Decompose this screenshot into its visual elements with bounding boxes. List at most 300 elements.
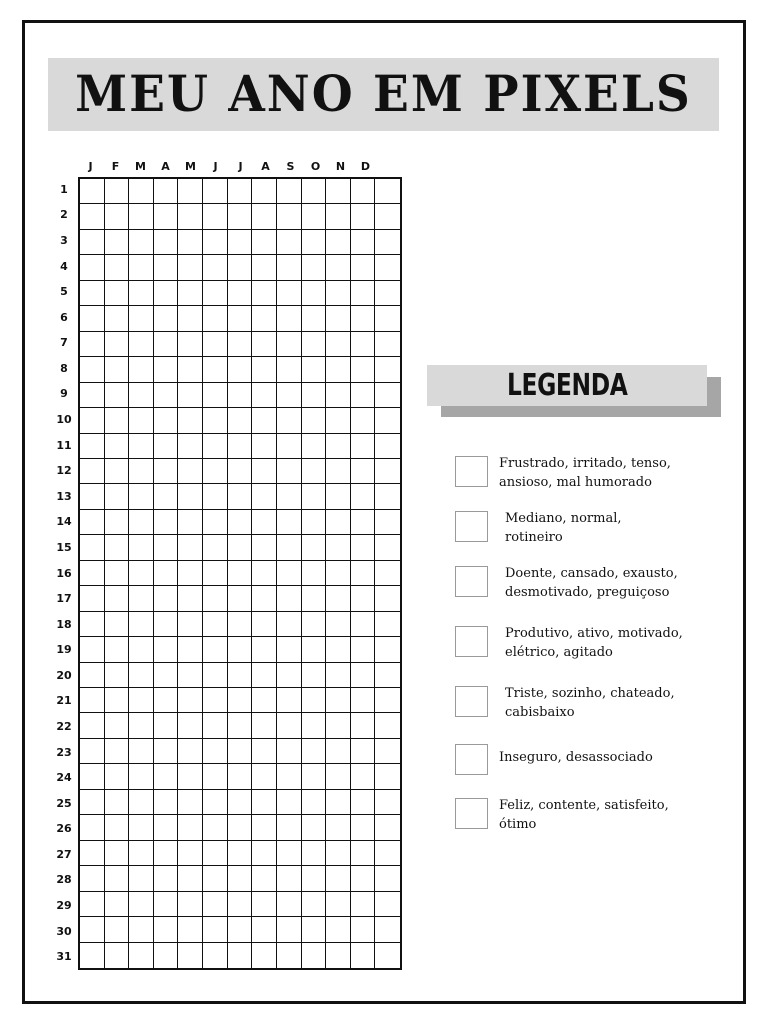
grid-cell[interactable]: [302, 230, 327, 255]
grid-cell[interactable]: [326, 790, 351, 815]
grid-cell[interactable]: [351, 637, 376, 662]
grid-cell[interactable]: [105, 917, 130, 942]
grid-cell[interactable]: [252, 841, 277, 866]
grid-cell[interactable]: [178, 434, 203, 459]
grid-cell[interactable]: [105, 434, 130, 459]
grid-cell[interactable]: [178, 179, 203, 204]
grid-cell[interactable]: [302, 688, 327, 713]
grid-cell[interactable]: [105, 866, 130, 891]
grid-cell[interactable]: [105, 739, 130, 764]
grid-cell[interactable]: [375, 764, 400, 789]
grid-cell[interactable]: [129, 815, 154, 840]
grid-cell[interactable]: [252, 713, 277, 738]
grid-cell[interactable]: [178, 943, 203, 968]
grid-cell[interactable]: [252, 586, 277, 611]
grid-cell[interactable]: [228, 408, 253, 433]
grid-cell[interactable]: [154, 459, 179, 484]
grid-cell[interactable]: [154, 281, 179, 306]
grid-cell[interactable]: [154, 943, 179, 968]
grid-cell[interactable]: [178, 281, 203, 306]
grid-cell[interactable]: [154, 663, 179, 688]
grid-cell[interactable]: [252, 408, 277, 433]
grid-cell[interactable]: [178, 383, 203, 408]
grid-cell[interactable]: [302, 484, 327, 509]
grid-cell[interactable]: [203, 306, 228, 331]
grid-cell[interactable]: [80, 892, 105, 917]
grid-cell[interactable]: [375, 179, 400, 204]
grid-cell[interactable]: [228, 815, 253, 840]
color-swatch[interactable]: [455, 511, 488, 542]
grid-cell[interactable]: [178, 663, 203, 688]
grid-cell[interactable]: [375, 255, 400, 280]
grid-cell[interactable]: [129, 866, 154, 891]
grid-cell[interactable]: [351, 586, 376, 611]
grid-cell[interactable]: [277, 586, 302, 611]
grid-cell[interactable]: [326, 892, 351, 917]
grid-cell[interactable]: [302, 332, 327, 357]
grid-cell[interactable]: [203, 434, 228, 459]
grid-cell[interactable]: [228, 764, 253, 789]
grid-cell[interactable]: [178, 535, 203, 560]
grid-cell[interactable]: [178, 586, 203, 611]
grid-cell[interactable]: [80, 383, 105, 408]
grid-cell[interactable]: [351, 306, 376, 331]
grid-cell[interactable]: [80, 663, 105, 688]
grid-cell[interactable]: [277, 383, 302, 408]
grid-cell[interactable]: [252, 179, 277, 204]
grid-cell[interactable]: [326, 561, 351, 586]
grid-cell[interactable]: [302, 255, 327, 280]
grid-cell[interactable]: [203, 535, 228, 560]
grid-cell[interactable]: [228, 510, 253, 535]
grid-cell[interactable]: [228, 383, 253, 408]
grid-cell[interactable]: [178, 841, 203, 866]
grid-cell[interactable]: [277, 332, 302, 357]
grid-cell[interactable]: [203, 484, 228, 509]
grid-cell[interactable]: [228, 866, 253, 891]
grid-cell[interactable]: [375, 535, 400, 560]
grid-cell[interactable]: [105, 332, 130, 357]
grid-cell[interactable]: [252, 943, 277, 968]
grid-cell[interactable]: [154, 383, 179, 408]
grid-cell[interactable]: [277, 179, 302, 204]
grid-cell[interactable]: [80, 510, 105, 535]
grid-cell[interactable]: [228, 917, 253, 942]
grid-cell[interactable]: [252, 281, 277, 306]
grid-cell[interactable]: [375, 815, 400, 840]
grid-cell[interactable]: [203, 204, 228, 229]
grid-cell[interactable]: [178, 561, 203, 586]
grid-cell[interactable]: [80, 281, 105, 306]
grid-cell[interactable]: [326, 917, 351, 942]
grid-cell[interactable]: [351, 484, 376, 509]
grid-cell[interactable]: [302, 663, 327, 688]
grid-cell[interactable]: [80, 637, 105, 662]
grid-cell[interactable]: [178, 688, 203, 713]
grid-cell[interactable]: [129, 332, 154, 357]
grid-cell[interactable]: [302, 510, 327, 535]
grid-cell[interactable]: [326, 230, 351, 255]
grid-cell[interactable]: [252, 637, 277, 662]
grid-cell[interactable]: [154, 586, 179, 611]
grid-cell[interactable]: [228, 637, 253, 662]
grid-cell[interactable]: [203, 459, 228, 484]
grid-cell[interactable]: [302, 739, 327, 764]
grid-cell[interactable]: [228, 230, 253, 255]
grid-cell[interactable]: [154, 230, 179, 255]
grid-cell[interactable]: [80, 535, 105, 560]
grid-cell[interactable]: [178, 510, 203, 535]
grid-cell[interactable]: [277, 637, 302, 662]
color-swatch[interactable]: [455, 744, 488, 775]
grid-cell[interactable]: [302, 306, 327, 331]
grid-cell[interactable]: [105, 586, 130, 611]
grid-cell[interactable]: [252, 357, 277, 382]
grid-cell[interactable]: [302, 434, 327, 459]
grid-cell[interactable]: [375, 408, 400, 433]
grid-cell[interactable]: [178, 255, 203, 280]
grid-cell[interactable]: [80, 739, 105, 764]
grid-cell[interactable]: [154, 790, 179, 815]
grid-cell[interactable]: [178, 790, 203, 815]
grid-cell[interactable]: [178, 815, 203, 840]
grid-cell[interactable]: [228, 204, 253, 229]
grid-cell[interactable]: [326, 943, 351, 968]
grid-cell[interactable]: [105, 281, 130, 306]
grid-cell[interactable]: [80, 255, 105, 280]
grid-cell[interactable]: [302, 408, 327, 433]
grid-cell[interactable]: [252, 917, 277, 942]
grid-cell[interactable]: [228, 255, 253, 280]
grid-cell[interactable]: [351, 459, 376, 484]
grid-cell[interactable]: [326, 586, 351, 611]
grid-cell[interactable]: [203, 510, 228, 535]
grid-cell[interactable]: [302, 815, 327, 840]
grid-cell[interactable]: [252, 688, 277, 713]
grid-cell[interactable]: [252, 739, 277, 764]
grid-cell[interactable]: [326, 434, 351, 459]
grid-cell[interactable]: [105, 790, 130, 815]
grid-cell[interactable]: [375, 561, 400, 586]
grid-cell[interactable]: [351, 892, 376, 917]
grid-cell[interactable]: [203, 179, 228, 204]
grid-cell[interactable]: [326, 841, 351, 866]
grid-cell[interactable]: [105, 459, 130, 484]
grid-cell[interactable]: [203, 815, 228, 840]
grid-cell[interactable]: [375, 204, 400, 229]
grid-cell[interactable]: [80, 943, 105, 968]
grid-cell[interactable]: [351, 713, 376, 738]
grid-cell[interactable]: [105, 357, 130, 382]
grid-cell[interactable]: [252, 561, 277, 586]
grid-cell[interactable]: [203, 357, 228, 382]
grid-cell[interactable]: [302, 917, 327, 942]
grid-cell[interactable]: [203, 892, 228, 917]
grid-cell[interactable]: [80, 841, 105, 866]
grid-cell[interactable]: [351, 255, 376, 280]
grid-cell[interactable]: [302, 943, 327, 968]
grid-cell[interactable]: [105, 179, 130, 204]
grid-cell[interactable]: [203, 561, 228, 586]
grid-cell[interactable]: [178, 637, 203, 662]
grid-cell[interactable]: [277, 459, 302, 484]
grid-cell[interactable]: [375, 281, 400, 306]
grid-cell[interactable]: [351, 739, 376, 764]
grid-cell[interactable]: [129, 663, 154, 688]
grid-cell[interactable]: [178, 739, 203, 764]
grid-cell[interactable]: [277, 561, 302, 586]
grid-cell[interactable]: [277, 230, 302, 255]
grid-cell[interactable]: [252, 306, 277, 331]
grid-cell[interactable]: [252, 612, 277, 637]
color-swatch[interactable]: [455, 686, 488, 717]
grid-cell[interactable]: [228, 357, 253, 382]
grid-cell[interactable]: [302, 790, 327, 815]
grid-cell[interactable]: [80, 179, 105, 204]
grid-cell[interactable]: [302, 637, 327, 662]
grid-cell[interactable]: [203, 841, 228, 866]
grid-cell[interactable]: [105, 841, 130, 866]
grid-cell[interactable]: [351, 612, 376, 637]
grid-cell[interactable]: [105, 713, 130, 738]
grid-cell[interactable]: [326, 459, 351, 484]
grid-cell[interactable]: [351, 866, 376, 891]
grid-cell[interactable]: [129, 281, 154, 306]
grid-cell[interactable]: [302, 612, 327, 637]
grid-cell[interactable]: [326, 510, 351, 535]
grid-cell[interactable]: [351, 332, 376, 357]
grid-cell[interactable]: [105, 943, 130, 968]
grid-cell[interactable]: [302, 383, 327, 408]
grid-cell[interactable]: [178, 408, 203, 433]
grid-cell[interactable]: [154, 306, 179, 331]
grid-cell[interactable]: [277, 281, 302, 306]
grid-cell[interactable]: [228, 688, 253, 713]
grid-cell[interactable]: [326, 255, 351, 280]
grid-cell[interactable]: [302, 713, 327, 738]
grid-cell[interactable]: [178, 357, 203, 382]
grid-cell[interactable]: [302, 204, 327, 229]
grid-cell[interactable]: [351, 535, 376, 560]
grid-cell[interactable]: [351, 561, 376, 586]
grid-cell[interactable]: [203, 332, 228, 357]
grid-cell[interactable]: [326, 408, 351, 433]
grid-cell[interactable]: [375, 484, 400, 509]
grid-cell[interactable]: [154, 510, 179, 535]
grid-cell[interactable]: [252, 459, 277, 484]
grid-cell[interactable]: [154, 535, 179, 560]
grid-cell[interactable]: [203, 943, 228, 968]
grid-cell[interactable]: [203, 739, 228, 764]
grid-cell[interactable]: [326, 688, 351, 713]
grid-cell[interactable]: [277, 434, 302, 459]
grid-cell[interactable]: [252, 383, 277, 408]
grid-cell[interactable]: [154, 357, 179, 382]
grid-cell[interactable]: [277, 866, 302, 891]
grid-cell[interactable]: [203, 713, 228, 738]
grid-cell[interactable]: [351, 179, 376, 204]
grid-cell[interactable]: [302, 357, 327, 382]
grid-cell[interactable]: [302, 561, 327, 586]
grid-cell[interactable]: [375, 586, 400, 611]
grid-cell[interactable]: [129, 408, 154, 433]
grid-cell[interactable]: [277, 841, 302, 866]
grid-cell[interactable]: [302, 586, 327, 611]
grid-cell[interactable]: [105, 383, 130, 408]
grid-cell[interactable]: [277, 943, 302, 968]
grid-cell[interactable]: [375, 713, 400, 738]
grid-cell[interactable]: [154, 637, 179, 662]
grid-cell[interactable]: [105, 764, 130, 789]
grid-cell[interactable]: [105, 408, 130, 433]
grid-cell[interactable]: [375, 306, 400, 331]
grid-cell[interactable]: [326, 739, 351, 764]
grid-cell[interactable]: [129, 637, 154, 662]
grid-cell[interactable]: [80, 306, 105, 331]
grid-cell[interactable]: [154, 204, 179, 229]
grid-cell[interactable]: [203, 408, 228, 433]
grid-cell[interactable]: [252, 484, 277, 509]
grid-cell[interactable]: [129, 586, 154, 611]
grid-cell[interactable]: [252, 790, 277, 815]
grid-cell[interactable]: [129, 917, 154, 942]
grid-cell[interactable]: [375, 357, 400, 382]
grid-cell[interactable]: [105, 535, 130, 560]
grid-cell[interactable]: [80, 484, 105, 509]
grid-cell[interactable]: [203, 281, 228, 306]
grid-cell[interactable]: [129, 841, 154, 866]
grid-cell[interactable]: [80, 764, 105, 789]
grid-cell[interactable]: [154, 739, 179, 764]
grid-cell[interactable]: [252, 866, 277, 891]
grid-cell[interactable]: [228, 739, 253, 764]
grid-cell[interactable]: [154, 408, 179, 433]
grid-cell[interactable]: [228, 612, 253, 637]
grid-cell[interactable]: [277, 688, 302, 713]
grid-cell[interactable]: [228, 484, 253, 509]
grid-cell[interactable]: [178, 484, 203, 509]
grid-cell[interactable]: [375, 230, 400, 255]
grid-cell[interactable]: [375, 612, 400, 637]
grid-cell[interactable]: [375, 892, 400, 917]
grid-cell[interactable]: [129, 612, 154, 637]
grid-cell[interactable]: [80, 612, 105, 637]
grid-cell[interactable]: [203, 790, 228, 815]
grid-cell[interactable]: [203, 866, 228, 891]
grid-cell[interactable]: [178, 306, 203, 331]
grid-cell[interactable]: [178, 612, 203, 637]
grid-cell[interactable]: [326, 663, 351, 688]
grid-cell[interactable]: [228, 535, 253, 560]
grid-cell[interactable]: [228, 332, 253, 357]
grid-cell[interactable]: [252, 892, 277, 917]
grid-cell[interactable]: [129, 484, 154, 509]
color-swatch[interactable]: [455, 798, 488, 829]
grid-cell[interactable]: [326, 764, 351, 789]
grid-cell[interactable]: [228, 281, 253, 306]
grid-cell[interactable]: [277, 663, 302, 688]
grid-cell[interactable]: [105, 688, 130, 713]
grid-cell[interactable]: [375, 917, 400, 942]
grid-cell[interactable]: [351, 663, 376, 688]
grid-cell[interactable]: [129, 383, 154, 408]
grid-cell[interactable]: [277, 535, 302, 560]
grid-cell[interactable]: [326, 612, 351, 637]
grid-cell[interactable]: [326, 484, 351, 509]
grid-cell[interactable]: [375, 434, 400, 459]
grid-cell[interactable]: [129, 739, 154, 764]
grid-cell[interactable]: [351, 281, 376, 306]
grid-cell[interactable]: [178, 713, 203, 738]
grid-cell[interactable]: [252, 230, 277, 255]
grid-cell[interactable]: [203, 637, 228, 662]
grid-cell[interactable]: [302, 764, 327, 789]
grid-cell[interactable]: [129, 943, 154, 968]
grid-cell[interactable]: [228, 713, 253, 738]
grid-cell[interactable]: [351, 510, 376, 535]
grid-cell[interactable]: [203, 663, 228, 688]
grid-cell[interactable]: [154, 764, 179, 789]
grid-cell[interactable]: [375, 790, 400, 815]
grid-cell[interactable]: [326, 815, 351, 840]
grid-cell[interactable]: [80, 586, 105, 611]
grid-cell[interactable]: [351, 204, 376, 229]
grid-cell[interactable]: [375, 688, 400, 713]
grid-cell[interactable]: [105, 230, 130, 255]
grid-cell[interactable]: [129, 357, 154, 382]
grid-cell[interactable]: [326, 204, 351, 229]
grid-cell[interactable]: [105, 892, 130, 917]
grid-cell[interactable]: [154, 841, 179, 866]
grid-cell[interactable]: [302, 281, 327, 306]
grid-cell[interactable]: [351, 790, 376, 815]
grid-cell[interactable]: [252, 255, 277, 280]
grid-cell[interactable]: [129, 561, 154, 586]
grid-cell[interactable]: [326, 357, 351, 382]
grid-cell[interactable]: [129, 790, 154, 815]
grid-cell[interactable]: [203, 230, 228, 255]
grid-cell[interactable]: [203, 688, 228, 713]
grid-cell[interactable]: [375, 866, 400, 891]
grid-cell[interactable]: [154, 255, 179, 280]
grid-cell[interactable]: [228, 841, 253, 866]
grid-cell[interactable]: [178, 332, 203, 357]
grid-cell[interactable]: [80, 790, 105, 815]
grid-cell[interactable]: [302, 179, 327, 204]
grid-cell[interactable]: [154, 484, 179, 509]
grid-cell[interactable]: [154, 815, 179, 840]
grid-cell[interactable]: [154, 917, 179, 942]
grid-cell[interactable]: [80, 204, 105, 229]
grid-cell[interactable]: [351, 357, 376, 382]
grid-cell[interactable]: [228, 561, 253, 586]
grid-cell[interactable]: [178, 230, 203, 255]
grid-cell[interactable]: [375, 841, 400, 866]
grid-cell[interactable]: [154, 713, 179, 738]
grid-cell[interactable]: [203, 612, 228, 637]
grid-cell[interactable]: [326, 179, 351, 204]
grid-cell[interactable]: [351, 841, 376, 866]
grid-cell[interactable]: [351, 764, 376, 789]
grid-cell[interactable]: [351, 230, 376, 255]
grid-cell[interactable]: [154, 612, 179, 637]
grid-cell[interactable]: [178, 866, 203, 891]
grid-cell[interactable]: [277, 713, 302, 738]
grid-cell[interactable]: [326, 535, 351, 560]
grid-cell[interactable]: [277, 357, 302, 382]
grid-cell[interactable]: [375, 332, 400, 357]
grid-cell[interactable]: [154, 561, 179, 586]
